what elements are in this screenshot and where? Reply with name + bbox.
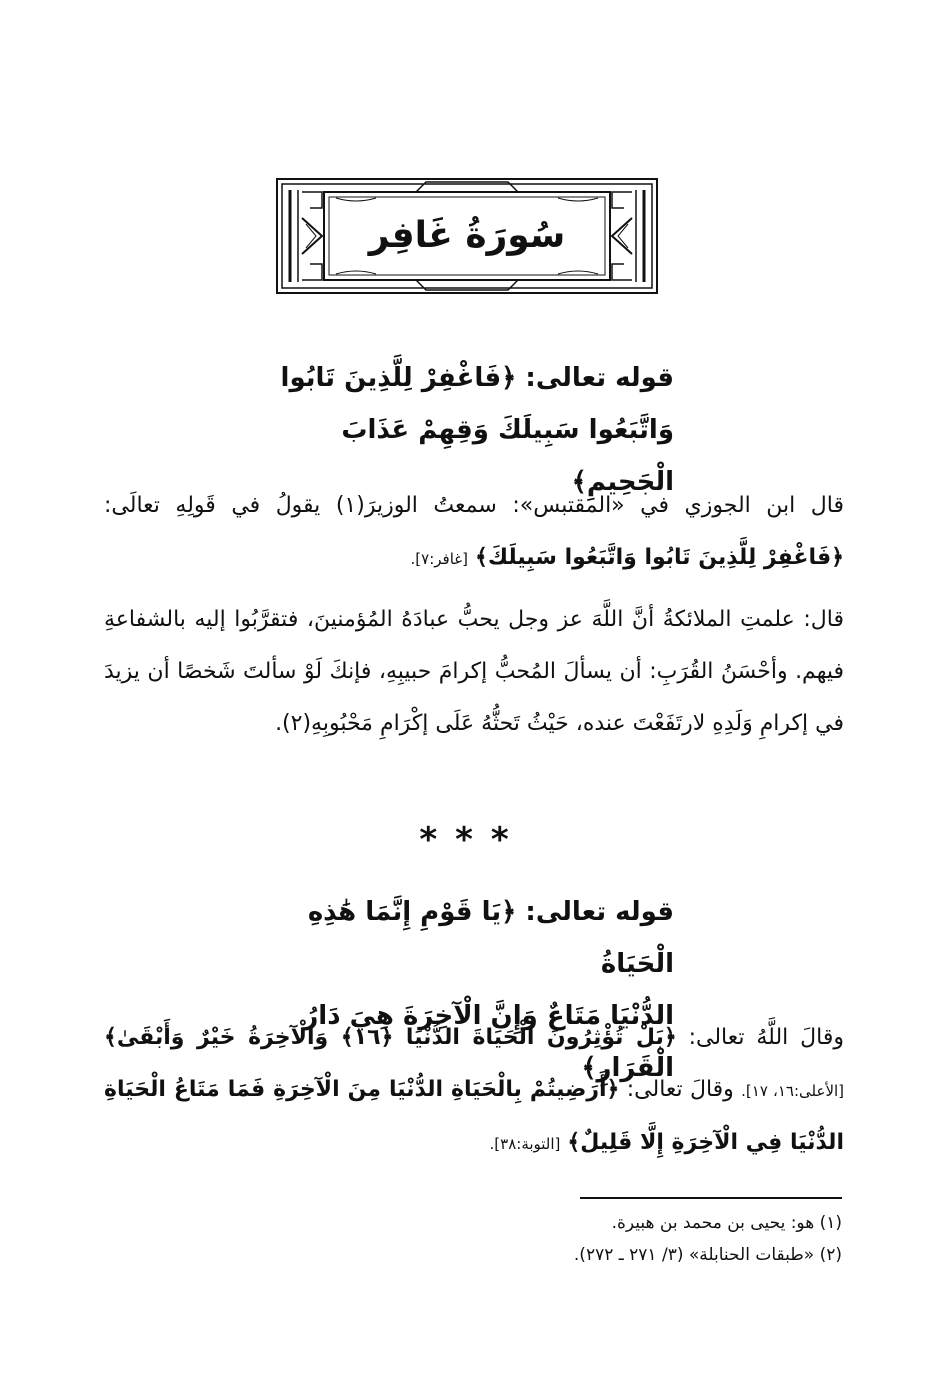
para-quote1: ﴿بَلْ تُؤْثِرُونَ الْحَيَاةَ الدُّنْيَا ﴿١٦﴾ وَالْآخِرَةُ خَيْرٌ وَأَبْقَىٰ﴾ [104,1025,677,1050]
surah-title: سُورَةُ غَافِر [368,215,566,256]
section1-heading-line1: قوله تعالى: ﴿فَاغْفِرْ لِلَّذِينَ تَابُوا [280,363,674,393]
para-quote2: ﴿أَرَضِيتُمْ بِالْحَيَاةِ الدُّنْيَا مِنَ الْآخِرَةِ فَمَا مَتَاعُ الْحَيَاةِ الدُّنْيَا فِي الْآخِرَةِ إِلَّا قَلِيلٌ﴾ [104,1077,844,1155]
para-reference1: [الأعلى:١٦، ١٧]. [741,1082,845,1100]
footnote-1: (١) هو: يحيى بن محمد بن هبيرة. [611,1213,842,1233]
section1-heading-line2: وَاتَّبَعُوا سَبِيلَكَ وَقِهِمْ عَذَابَ الْجَحِيمِ﴾ [341,415,674,497]
para1-reference: [غافر:٧]. [410,550,468,568]
section-separator: *** [419,820,527,860]
section2-paragraph [104,1012,844,1170]
section2-heading-line2: الدُّنْيَا مَتَاعٌ وَإِنَّ الْآخِرَةَ هِيَ دَارُ الْقَرَارِ﴾ [303,1001,674,1083]
para-intro: وقالَ اللَّهُ تعالى: [688,1025,844,1050]
surah-title-frame [276,178,658,294]
para-reference2: [التوبة:٣٨]. [489,1135,561,1153]
section2-heading-line1: قوله تعالى: ﴿يَا قَوْمِ إِنَّمَا هَٰذِهِ الْحَيَاةُ [307,897,674,979]
section1-paragraph2: قال: علمتِ الملائكةُ أنَّ اللَّهَ عز وجل يحبُّ عبادَهُ المُؤمنينَ، فتقرَّبُوا إليه بالشفاعةِ فيهم. وأحْسَنُ القُرَبِ: أن يسألَ المُحبُّ إكرامَ حبيبِهِ، فإنكَ لَوْ سألتَ شَخصًا أن يزيدَ في إكرامِ وَلَدِهِ لارتَفَعْتَ عنده، حَيْثُ تَحثُّهُ عَلَى إكْرَامِ مَحْبُوبِهِ(٢). [104,607,844,736]
para1-quote: ﴿فَاغْفِرْ لِلَّذِينَ تَابُوا وَاتَّبَعُوا سَبِيلَكَ﴾ [474,545,844,570]
footnote-2: (٢) «طبقات الحنابلة» (٣/ ٢٧١ ـ ٢٧٢). [573,1245,842,1265]
para1-text: قال ابن الجوزي في «المقتبس»: سمعتُ الوزيرَ(١) يقولُ في قَولِهِ تعالَى: [104,493,844,518]
footnote-divider [580,1197,842,1199]
para-mid: وقالَ تعالى: [626,1077,734,1102]
section1-paragraph1 [104,480,844,585]
